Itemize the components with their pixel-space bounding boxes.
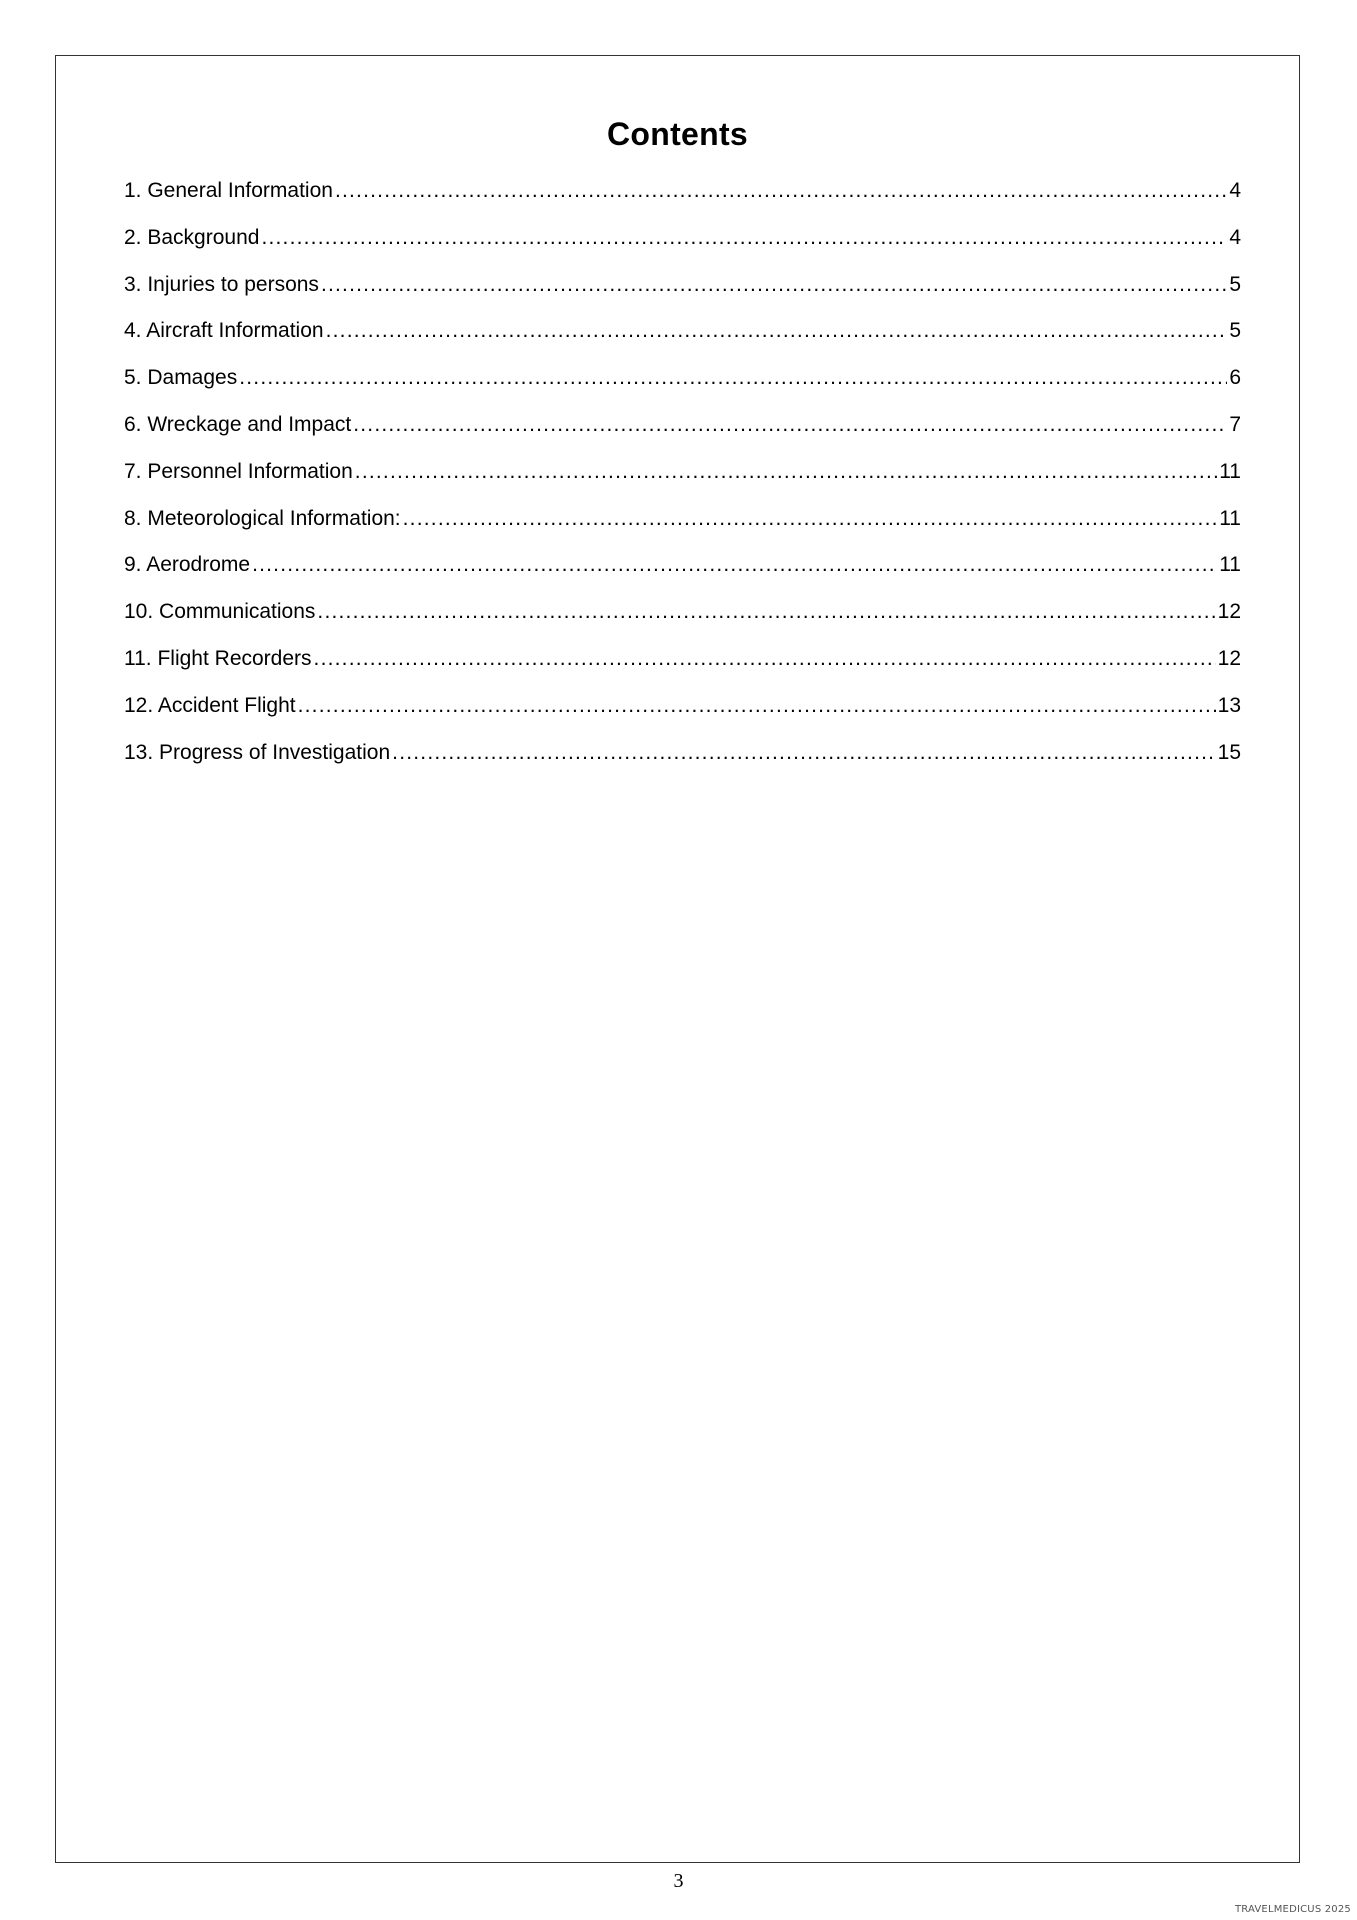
toc-entry-damages[interactable] (124, 355, 1241, 402)
page-number: 3 (673, 1870, 684, 1892)
toc-leader-dots (321, 262, 1227, 309)
toc-entry-page: 13 (1217, 693, 1241, 717)
toc-entry-general-information[interactable] (124, 168, 1241, 215)
toc-entry-label: 8. Meteorological Information: (124, 506, 401, 530)
toc-entry-personnel-information[interactable] (124, 449, 1241, 496)
toc-entry-flight-recorders[interactable] (124, 636, 1241, 683)
toc-leader-dots (261, 215, 1227, 262)
toc-entry-label: 3. Injuries to persons (124, 272, 319, 296)
toc-entry-label: 7. Personnel Information (124, 459, 353, 483)
toc-leader-dots (298, 683, 1216, 730)
toc-entry-page: 11 (1219, 506, 1241, 530)
toc-entry-page: 4 (1229, 179, 1241, 202)
toc-leader-dots (355, 449, 1217, 496)
toc-entry-label: 2. Background (124, 225, 260, 249)
toc-entry-page: 5 (1229, 272, 1241, 296)
toc-entry-page: 4 (1229, 225, 1241, 249)
toc-leader-dots (326, 308, 1228, 355)
page-frame (55, 55, 1300, 1863)
toc-entry-communications[interactable] (124, 589, 1241, 636)
toc-entry-label: 4. Aircraft Information (124, 319, 324, 343)
toc-entry-page: 5 (1229, 319, 1241, 343)
toc-entry-label: 9. Aerodrome (124, 553, 251, 577)
toc-leader-dots (392, 730, 1215, 777)
toc-entry-label: 11. Flight Recorders (124, 646, 312, 670)
toc-entry-aerodrome[interactable] (124, 542, 1241, 589)
toc-entry-label: 6. Wreckage and Impact (124, 412, 352, 436)
toc-entry-page: 11 (1219, 459, 1241, 483)
toc-entry-page: 6 (1229, 366, 1241, 390)
toc-title: Contents (606, 116, 749, 152)
toc-entry-label: 12. Accident Flight (124, 693, 296, 717)
toc-entry-page: 7 (1229, 412, 1241, 436)
toc-entry-progress-of-investigation[interactable] (124, 730, 1241, 777)
toc-leader-dots (252, 542, 1217, 589)
toc-leader-dots (239, 355, 1227, 402)
toc-leader-dots (403, 496, 1218, 543)
toc-leader-dots (314, 636, 1216, 683)
toc-list (124, 168, 1241, 776)
toc-entry-aircraft-information[interactable] (124, 308, 1241, 355)
toc-entry-label: 1. General Information (124, 179, 333, 202)
toc-leader-dots (335, 168, 1227, 215)
toc-entry-page: 11 (1219, 553, 1241, 577)
toc-entry-meteorological-information[interactable] (124, 496, 1241, 543)
toc-entry-injuries-to-persons[interactable] (124, 262, 1241, 309)
toc-entry-label: 13. Progress of Investigation (124, 740, 391, 764)
toc-leader-dots (353, 402, 1227, 449)
toc-entry-label: 10. Communications (124, 600, 316, 624)
toc-entry-background[interactable] (124, 215, 1241, 262)
toc-entry-accident-flight[interactable] (124, 683, 1241, 730)
watermark: TRAVELMEDICUS 2025 (1234, 1904, 1351, 1915)
toc-entry-wreckage-and-impact[interactable] (124, 402, 1241, 449)
toc-entry-page: 15 (1217, 740, 1241, 764)
toc-entry-label: 5. Damages (124, 366, 238, 390)
toc-entry-page: 12 (1217, 646, 1241, 670)
toc-leader-dots (317, 589, 1215, 636)
toc-entry-page: 12 (1217, 600, 1241, 624)
